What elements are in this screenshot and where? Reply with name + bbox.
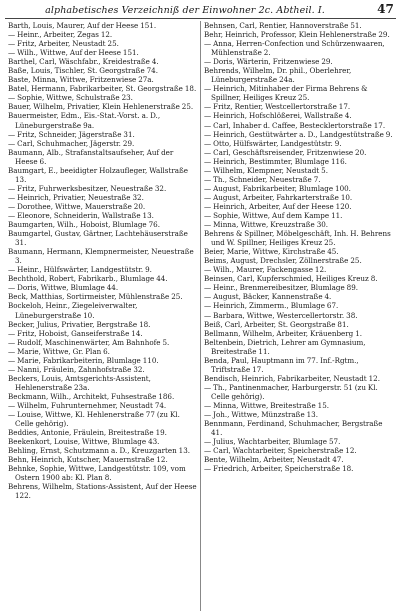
right-column — [200, 21, 396, 611]
directory-entry: — Wilhelm, Klempner, Neustadt 5. — [204, 165, 328, 175]
directory-entry: — Fritz, Rentier, Westcellertorstraße 17. — [204, 102, 351, 112]
directory-entry: Bauer, Wilhelm, Privatier, Klein Hehlenerstraße 25. — [8, 102, 194, 112]
directory-entry: — Julius, Wachtarbeiter, Blumlage 57. — [204, 437, 341, 447]
directory-entry: — Heinrich, Bestimmter, Blumlage 116. — [204, 156, 347, 166]
directory-entry: Beckers, Louis, Amtsgerichts-Assistent, Hehlenerstraße 23a. — [8, 373, 151, 392]
directory-entry: Batel, Hermann, Fabrikarbeiter, St. Georgstraße 18. — [8, 84, 197, 94]
directory-entry: Baumann, Alb., Strafanstaltsaufseher, Auf der Heese 6. — [8, 147, 174, 166]
directory-entry: — Carl, Schuhmacher, Jägerstr. 29. — [8, 138, 135, 148]
directory-entry: Behling, Ernst, Schutzmann a. D., Kreuzgarten 13. — [8, 446, 191, 456]
directory-entry: Beck, Matthias, Sortirmeister, Mühlenstraße 25. — [8, 292, 183, 302]
directory-entry: — Carl, Wachtarbeiter, Speicherstraße 12. — [204, 446, 357, 456]
directory-entry: — Fritz, Hoboist, Ganseiferstraße 14. — [8, 328, 143, 338]
directory-entry: Behrens, Wilhelm, Stations-Assistent, Auf der Heese 122. — [8, 482, 197, 501]
directory-entry: — Wilh., Wittwe, Auf der Heese 151. — [8, 48, 139, 58]
directory-entry: Bente, Wilhelm, Arbeiter, Neustadt 47. — [204, 455, 344, 465]
directory-entry: Beiß, Carl, Arbeiter, St. Georgstraße 81. — [204, 319, 349, 329]
directory-entry: — Sophie, Wittwe, Auf dem Kampe 11. — [204, 210, 343, 220]
directory-entry: — Th., Pantinenmacher, Harburgerstr. 51 (zu Kl. Celle gehörig). — [204, 382, 378, 401]
page-header — [5, 3, 396, 19]
directory-entry: — Sophie, Wittwe, Schulstraße 23. — [8, 93, 133, 103]
left-column — [5, 21, 200, 611]
directory-entry: — Dorothee, Wittwe, Mauerstraße 20. — [8, 201, 146, 211]
directory-entry: — Heinr., Brenmereibesitzer, Blumlage 89. — [204, 283, 359, 293]
directory-entry: Beinsen, Carl, Kupferschmied, Heiliges Kreuz 8. — [204, 274, 378, 284]
directory-entry: — Minna, Wittwe, Kreuzstraße 30. — [204, 220, 329, 230]
directory-entry: Bendisch, Heinrich, Fabrikarbeiter, Neustadt 12. — [204, 373, 380, 383]
directory-entry: Beims, August, Drechsler, Zöllnerstraße 25. — [204, 256, 362, 266]
directory-entry: — Heinrich, Mitinhaber der Firma Behrens & Spillner, Heiliges Kreuz 25. — [204, 84, 368, 103]
directory-entry: Baumgart, E., beeidigter Holzaufleger, Wallstraße 13. — [8, 165, 188, 184]
directory-entry: — Th., Schneider, Neuestraße 7. — [204, 174, 321, 184]
directory-entry: — August, Fabrikarbeiter, Blumlage 100. — [204, 183, 351, 193]
directory-entry: Barth, Louis, Maurer, Auf der Heese 151. — [8, 21, 157, 30]
directory-entry: — Fritz, Schneider, Jägerstraße 31. — [8, 129, 135, 139]
directory-entry: Benda, Paul, Hauptmann im 77. Inf.-Rgtm., Triftstraße 17. — [204, 355, 359, 374]
directory-entry: — Marie, Fabrikarbeiterin, Blumlage 110. — [8, 355, 159, 365]
directory-entry: — August, Arbeiter, Fahrkarterstraße 10. — [204, 192, 353, 202]
directory-entry: — Fritz, Fuhrwerksbesitzer, Neuestraße 32. — [8, 183, 167, 193]
directory-entry: Beddies, Antonie, Fräulein, Breitestraße 19. — [8, 428, 167, 438]
directory-entry: Behrends, Wilhelm, Dr. phil., Oberlehrer, Lüneburgerstraße 24a. — [204, 66, 352, 85]
directory-entry: Baste, Minna, Wittwe, Fritzenwiese 27a. — [8, 75, 154, 85]
directory-entry: Baumann, Hermann, Klempnermeister, Neuestraße 3. — [8, 247, 194, 266]
directory-entry: Bellmann, Wilhelm, Arbeiter, Kräuenberg 1. — [204, 328, 363, 338]
directory-entry: — Heinrich, Arbeiter, Auf der Heese 120. — [204, 201, 352, 211]
directory-entry: — Otto, Hülfswärter, Landgestütstr. 9. — [204, 138, 342, 148]
directory-entry: — Rudolf, Maschinenwärter, Am Bahnhofe 5. — [8, 337, 170, 347]
directory-entry: — Heinrich, Gestütwärter a. D., Landgestütstraße 9. — [204, 129, 393, 139]
directory-entry: — Marie, Wittwe, Gr. Plan 6. — [8, 346, 110, 356]
directory-entry: — Joh., Wittwe, Münzstraße 13. — [204, 410, 318, 420]
directory-entry: Baumgarten, Wilh., Hoboist, Blumlage 76. — [8, 220, 160, 230]
directory-entry: — Heinr., Arbeiter, Zegas 12. — [8, 30, 113, 40]
directory-entry: Behnke, Sophie, Wittwe, Landgestütstr. 109, vom Ostern 1900 ab: Kl. Plan 8. — [8, 464, 186, 483]
page-title: alphabetisches Verzeichniß der Einwohner 2c. Abtheil. I. — [45, 5, 325, 16]
directory-entry: Baumgartel, Gustav, Gärtner, Lachtehäuserstraße 31. — [8, 229, 188, 248]
directory-entry: — Fritz, Arbeiter, Neustadt 25. — [8, 39, 119, 49]
directory-entry: — Carl, Geschäftsreisender, Fritzenwiese 20. — [204, 147, 367, 157]
directory-entry: — Nanni, Fräulein, Zahnhofstraße 32. — [8, 364, 145, 374]
directory-entry: — Heinrich, Zimmerm., Blumlage 67. — [204, 301, 339, 311]
directory-entry: Bauermeister, Edm., Eis.-Stat.-Vorst. a. D., Lüneburgerstraße 9a. — [8, 111, 161, 130]
directory-columns — [5, 21, 396, 611]
directory-entry: — Barbara, Wittwe, Westercellertorstr. 38. — [204, 310, 358, 320]
page-number: 47 — [377, 2, 394, 16]
directory-entry: — Louise, Wittwe, Kl. Hehlenerstraße 77 (zu Kl. Celle gehörig). — [8, 410, 180, 429]
directory-entry: — Doris, Wärterin, Fritzenwiese 29. — [204, 57, 333, 67]
directory-entry: — Heinrich, Privatier, Neuestraße 32. — [8, 192, 144, 202]
directory-entry: — Minna, Wittwe, Breitestraße 15. — [204, 400, 330, 410]
directory-entry: — Eleonore, Schneiderin, Wallstraße 13. — [8, 210, 154, 220]
directory-entry: Becker, Julius, Privatier, Bergstraße 18. — [8, 319, 151, 329]
directory-entry: — Friedrich, Arbeiter, Speicherstraße 18. — [204, 464, 354, 474]
directory-entry: Beekenkort, Louise, Wittwe, Blumlage 43. — [8, 437, 160, 447]
directory-entry: — Doris, Wittwe, Blumlage 44. — [8, 283, 119, 293]
directory-entry: Barthel, Carl, Wäschfabr., Kreidestraße 4. — [8, 57, 159, 67]
directory-entry: Bockeloh, Heinr., Ziegeleiverwalter, Lüneburgerstraße 10. — [8, 301, 138, 320]
directory-entry: — Heinr., Hülfswärter, Landgestütstr. 9. — [8, 265, 152, 275]
directory-entry: Behrens & Spillner, Möbelgeschäft, Inh. H. Behrens und W. Spillner, Heiliges Kreuz 25. — [204, 229, 391, 248]
directory-entry: — Carl, Inhaber d. Caffee, Bestecklertorstraße 17. — [204, 120, 386, 130]
directory-entry: Bennmann, Ferdinand, Schuhmacher, Bergstraße 41. — [204, 419, 383, 438]
directory-entry: Behr, Heinrich, Professor, Klein Hehlenerstraße 29. — [204, 30, 390, 40]
directory-entry: Bechthold, Robert, Fabrikarb., Blumlage 44. — [8, 274, 168, 284]
directory-entry: — August, Bäcker, Kannenstraße 4. — [204, 292, 332, 302]
directory-entry: — Wilh., Maurer, Fackengasse 12. — [204, 265, 327, 275]
directory-entry: Beckmann, Wilh., Architekt, Fuhsestraße 186. — [8, 391, 175, 401]
directory-entry: Baße, Louis, Tischler, St. Georgstraße 74. — [8, 66, 158, 76]
directory-entry: Behnsen, Carl, Rentier, Hannoverstraße 51. — [204, 21, 362, 30]
directory-entry: Behn, Heinrich, Kutscher, Mauernstraße 12. — [8, 455, 168, 465]
directory-entry: — Wilhelm, Fuhrunternehmer, Neustadt 74. — [8, 400, 167, 410]
directory-entry: Beier, Marie, Wittwe, Kirchstraße 45. — [204, 247, 339, 257]
directory-entry: Beltenbein, Dietrich, Lehrer am Gymnasium, Breitestraße 11. — [204, 337, 366, 356]
directory-entry: — Heinrich, Hofschlößerei, Wallstraße 4. — [204, 111, 352, 121]
directory-entry: — Anna, Herren-Confection und Schürzenwaaren, Mühlenstraße 2. — [204, 39, 385, 58]
